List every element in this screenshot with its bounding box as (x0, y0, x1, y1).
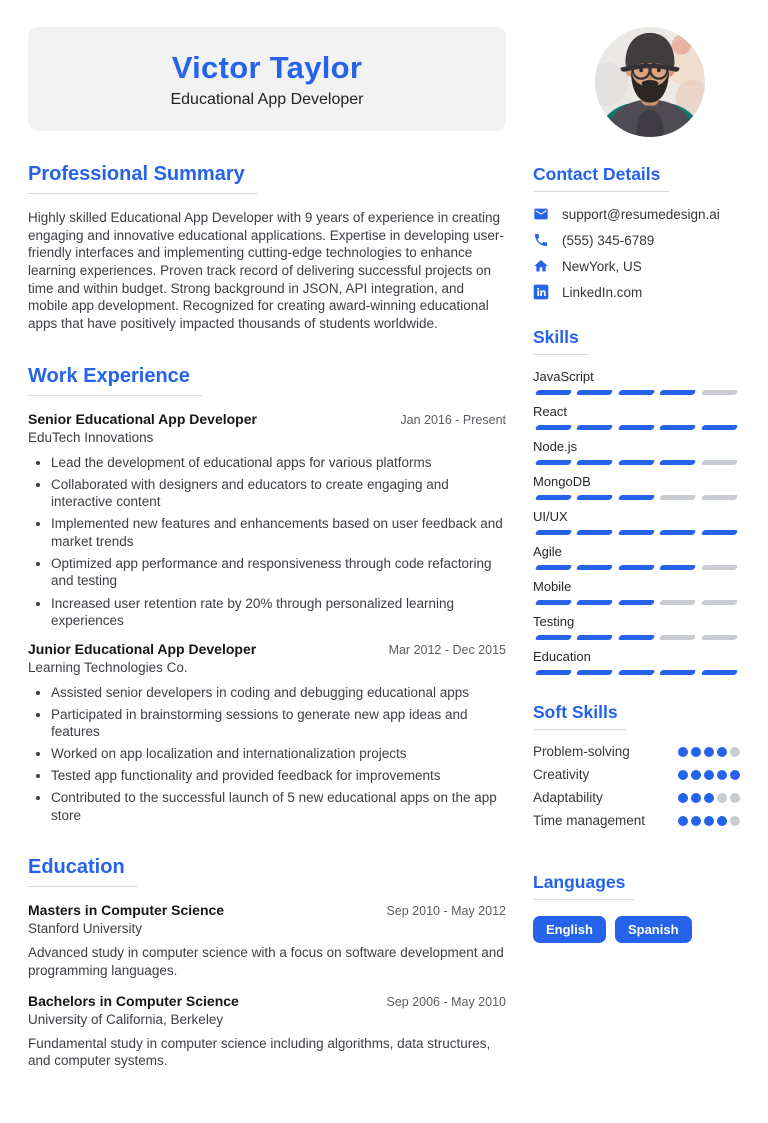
skill-row (533, 614, 740, 640)
skill-name: JavaScript (533, 369, 594, 384)
person-job-title: Educational App Developer (170, 90, 364, 108)
job-bullet: • Worked on app localization and internationalization projects (51, 745, 506, 763)
job-dates: Jan 2016 - Present (400, 412, 506, 427)
education-section (28, 856, 506, 1069)
skill-level-bar (533, 390, 740, 395)
job-bullet: • Contributed to the successful launch of 5 new educational apps on the app store (51, 789, 506, 824)
education-heading: Education (28, 856, 137, 887)
soft-skills-list (533, 744, 740, 828)
skill-level-bar (533, 460, 740, 465)
email-icon (533, 206, 549, 222)
sidebar (533, 27, 740, 1083)
skills-heading: Skills (533, 327, 588, 355)
summary-text: Highly skilled Educational App Developer with 9 years of experience in creating engaging and innovative educational applications. Expertise in developing user-friendly interfaces and implementing cutting-edge technologies to enhance learning experiences. Proven track record of delivering successful projects on time and within budget. Strong background in JSON, API integration, and mobile app development. Recognized for creating award-winning educational apps that have positively impacted thousands of students worldwide. (28, 210, 504, 332)
contact-location: NewYork, US (562, 258, 642, 274)
skill-level-bar (533, 425, 740, 430)
education-degree: Bachelors in Computer Science (28, 992, 239, 1009)
education-degree: Masters in Computer Science (28, 902, 225, 919)
job-bullet: • Collaborated with designers and educators to create engaging and interactive content (51, 476, 506, 511)
soft-skill-name: Problem-solving (533, 744, 630, 759)
skill-level-bar (533, 565, 740, 570)
experience-section (28, 365, 506, 825)
soft-skills-section (533, 702, 740, 828)
skill-name: Agile (533, 544, 562, 559)
skill-name: MongoDB (533, 474, 591, 489)
skill-name: Node.js (533, 439, 578, 454)
job-bullet: • Participated in brainstorming sessions to generate new app ideas and features (51, 706, 506, 741)
home-icon (533, 258, 549, 274)
skill-row (533, 369, 740, 395)
job-list (28, 411, 506, 825)
education-entry (28, 993, 506, 1070)
contact-email-row[interactable] (533, 206, 740, 222)
education-dates: Sep 2010 - May 2012 (386, 904, 506, 919)
languages-heading: Languages (533, 872, 634, 900)
contact-phone-row[interactable] (533, 232, 740, 248)
skill-level-bar (533, 495, 740, 500)
skill-level-bar (533, 530, 740, 535)
education-list (28, 902, 506, 1069)
skills-section (533, 327, 740, 675)
language-list (533, 916, 740, 943)
person-name: Victor Taylor (171, 49, 363, 85)
soft-skill-dots (678, 816, 740, 826)
job-dates: Mar 2012 - Dec 2015 (388, 642, 506, 657)
main-column (28, 27, 506, 1083)
soft-skills-heading: Soft Skills (533, 702, 627, 730)
education-description: Advanced study in computer science with a focus on software development and programming languages. (28, 945, 504, 978)
job-company: EduTech Innovations (28, 429, 154, 445)
soft-skill-row (533, 790, 740, 805)
soft-skill-row (533, 813, 740, 828)
languages-section (533, 872, 740, 943)
skill-row (533, 649, 740, 675)
soft-skill-dots (678, 770, 740, 780)
job-bullet: • Tested app functionality and provided feedback for improvements (51, 767, 506, 785)
skill-row (533, 544, 740, 570)
soft-skill-name: Time management (533, 813, 646, 828)
job-bullet-list (36, 684, 506, 825)
job-bullet: • Assisted senior developers in coding and debugging educational apps (51, 684, 506, 702)
language-pill: Spanish (615, 916, 692, 943)
skill-row (533, 509, 740, 535)
contact-linkedin-row[interactable] (533, 284, 740, 300)
skill-row (533, 404, 740, 430)
soft-skill-row (533, 767, 740, 782)
job-bullet: • Increased user retention rate by 20% through personalized learning experiences (51, 595, 506, 630)
job-entry (28, 411, 506, 630)
contact-linkedin: LinkedIn.com (562, 284, 643, 300)
profile-photo (595, 27, 705, 137)
soft-skill-name: Creativity (533, 767, 590, 782)
job-title: Junior Educational App Developer (28, 640, 257, 657)
contact-location-row (533, 258, 740, 274)
skill-row (533, 579, 740, 605)
summary-heading: Professional Summary (28, 163, 257, 194)
skill-row (533, 439, 740, 465)
job-bullet: • Optimized app performance and responsiveness through code refactoring and testing (51, 555, 506, 590)
skill-row (533, 474, 740, 500)
job-bullet: • Lead the development of educational apps for various platforms (51, 454, 506, 472)
job-title: Senior Educational App Developer (28, 410, 257, 427)
soft-skill-dots (678, 793, 740, 803)
language-pill: English (533, 916, 606, 943)
job-entry (28, 641, 506, 825)
education-description: Fundamental study in computer science including algorithms, data structures, and computer systems. (28, 1035, 491, 1069)
linkedin-icon (533, 284, 549, 300)
contact-heading: Contact Details (533, 164, 669, 192)
contact-email: support@resumedesign.ai (562, 206, 720, 222)
experience-heading: Work Experience (28, 365, 202, 396)
job-company: Learning Technologies Co. (28, 659, 188, 675)
skill-name: UI/UX (533, 509, 568, 524)
skills-list (533, 369, 740, 675)
soft-skill-dots (678, 747, 740, 757)
education-school: Stanford University (28, 921, 143, 937)
header-card (28, 27, 506, 131)
job-bullet: • Implemented new features and enhancements based on user feedback and market trends (51, 515, 506, 550)
skill-name: React (533, 404, 567, 419)
skill-level-bar (533, 635, 740, 640)
contact-section (533, 164, 740, 300)
education-entry (28, 902, 506, 979)
skill-name: Education (533, 649, 591, 664)
education-dates: Sep 2006 - May 2010 (386, 994, 506, 1009)
education-school: University of California, Berkeley (28, 1011, 224, 1027)
skill-level-bar (533, 600, 740, 605)
phone-icon (533, 232, 549, 248)
skill-name: Testing (533, 614, 575, 629)
soft-skill-name: Adaptability (533, 790, 603, 805)
job-bullet-list (36, 454, 506, 630)
skill-name: Mobile (533, 579, 572, 594)
summary-section (28, 163, 506, 333)
skill-level-bar (533, 670, 740, 675)
contact-phone: (555) 345-6789 (562, 232, 655, 248)
soft-skill-row (533, 744, 740, 759)
